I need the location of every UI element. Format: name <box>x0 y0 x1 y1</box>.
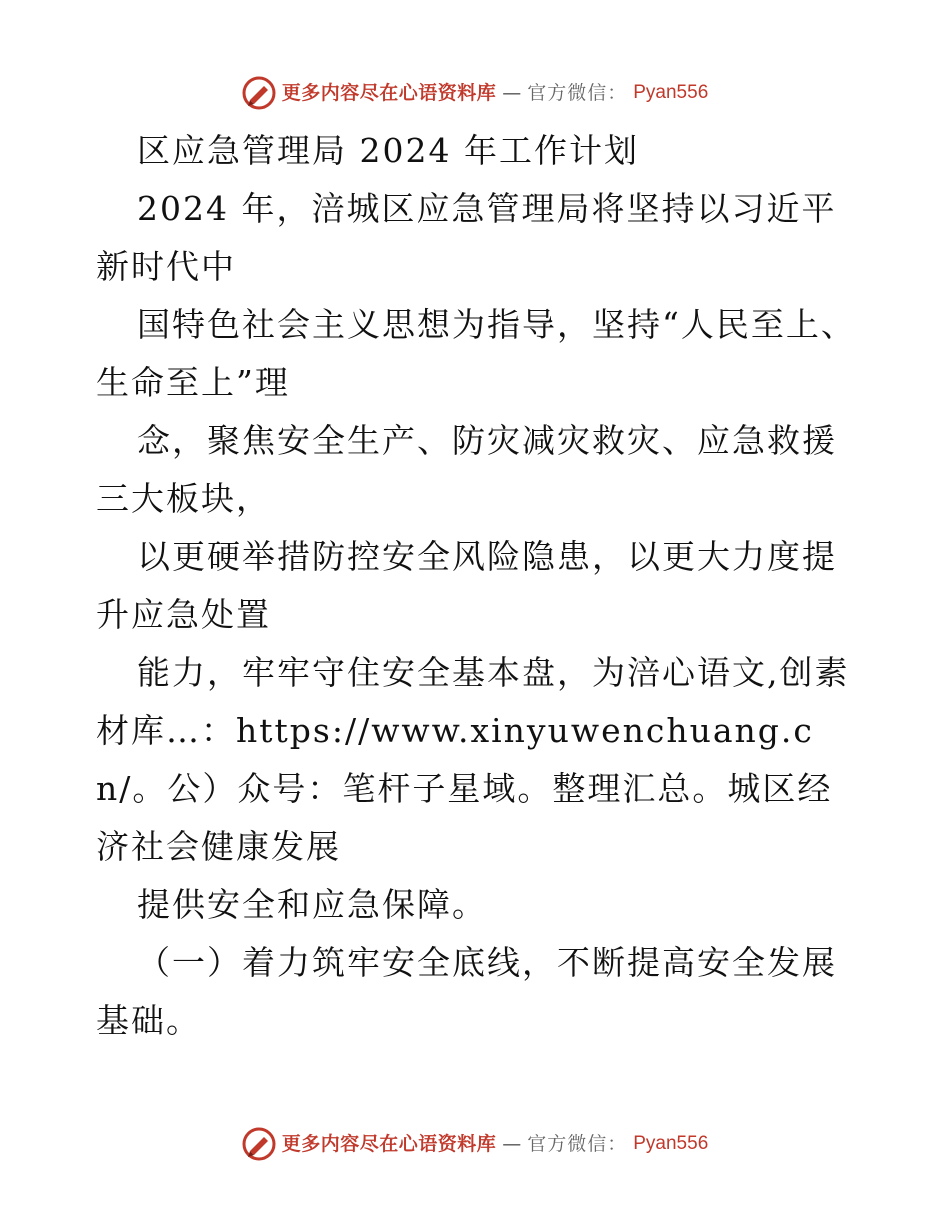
header-banner <box>0 76 950 110</box>
banner-wechat-id: Pyan556 <box>633 82 709 103</box>
paragraph: 国特色社会主义思想为指导，坚持“人民至上、生命至上”理 <box>96 305 856 402</box>
banner-wechat-label: 官方微信： <box>527 1133 628 1155</box>
brand-logo-icon <box>242 76 276 110</box>
banner-separator: — <box>502 82 522 104</box>
banner-wechat-label: 官方微信： <box>527 82 628 104</box>
document-body <box>96 122 856 1050</box>
paragraph: 以更硬举措防控安全风险隐患，以更大力度提升应急处置 <box>96 537 837 634</box>
document-title: 区应急管理局 2024 年工作计划 <box>137 131 639 170</box>
paragraph: 提供安全和应急保障。 <box>137 885 487 924</box>
banner-separator: — <box>502 1133 522 1155</box>
paragraph: 能力，牢牢守住安全基本盘，为涪心语文,创素材库…：https://www.xinyuwenchuang.cn/。公）众号：笔杆子星域。整理汇总。城区经济社会健康发展 <box>96 653 850 866</box>
section-heading: （一）着力筑牢安全底线，不断提高安全发展基础。 <box>96 943 837 1040</box>
banner-lead-text: 更多内容尽在心语资料库 <box>281 1133 497 1155</box>
banner-lead-text: 更多内容尽在心语资料库 <box>281 82 497 104</box>
paragraph: 念，聚焦安全生产、防灾减灾救灾、应急救援三大板块， <box>96 421 837 518</box>
brand-logo-icon <box>242 1127 276 1161</box>
paragraph: 2024 年，涪城区应急管理局将坚持以习近平新时代中 <box>96 189 837 286</box>
banner-wechat-id: Pyan556 <box>633 1133 709 1154</box>
footer-banner <box>0 1127 950 1161</box>
